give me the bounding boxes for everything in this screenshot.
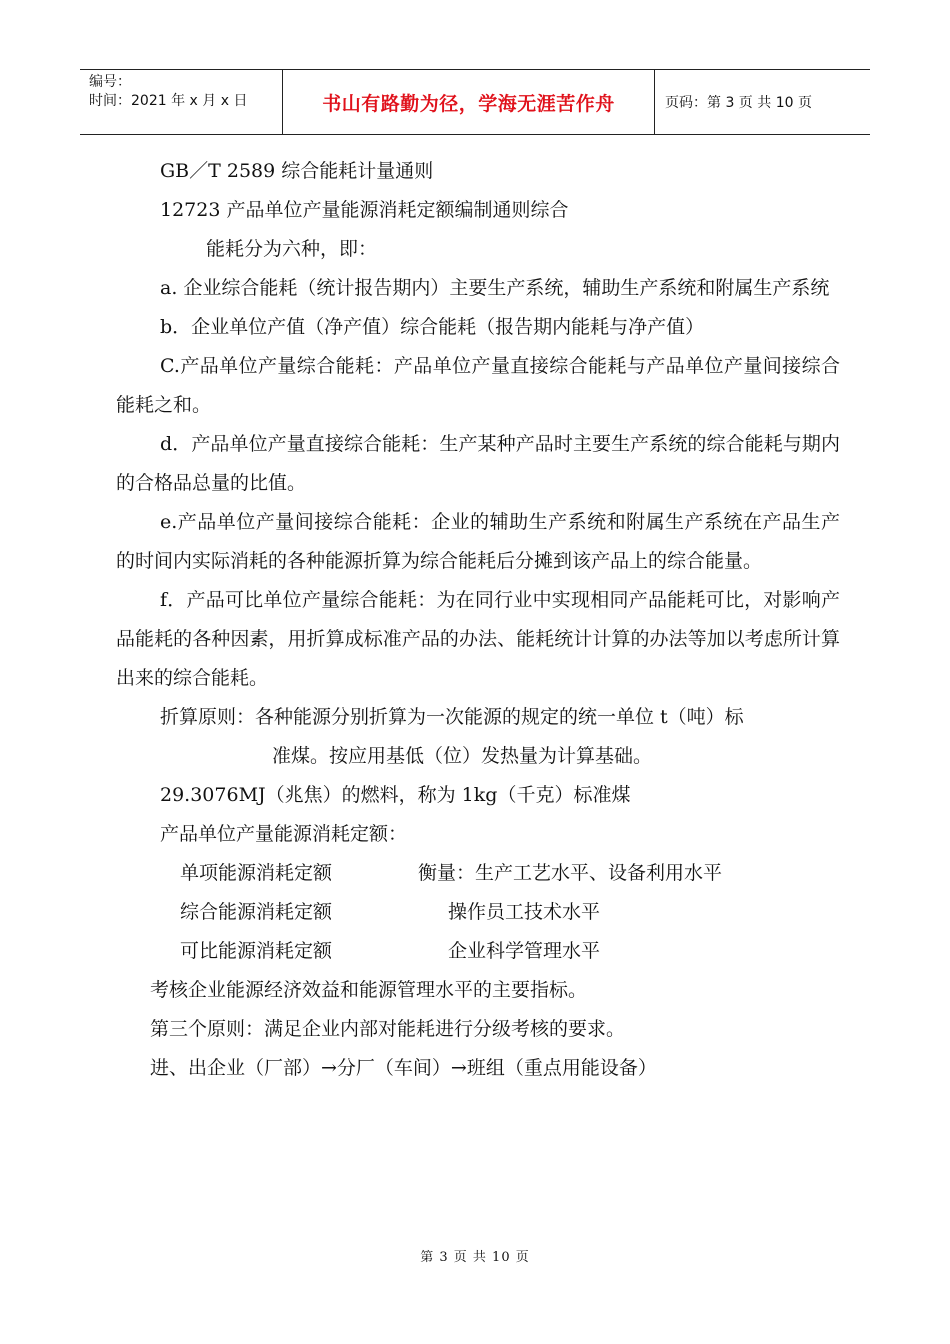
page-footer: 第 3 页 共 10 页 <box>420 1250 530 1265</box>
paragraph-f: f．产品可比单位产量综合能耗：为在同行业中实现相同产品能耗可比，对影响产品能耗的各种因素，用折算成标准产品的办法、能耗统计计算的办法等加以考虑所计算出来的综合能耗。 <box>116 589 840 689</box>
third-principle: 第三个原则：满足企业内部对能耗进行分级考核的要求。 <box>150 1018 626 1040</box>
standard-line-1: GB／T 2589 综合能耗计量通则 <box>160 160 434 182</box>
quota-row-2 <box>116 893 840 932</box>
paragraph-a: a. 企业综合能耗（统计报告期内）主要生产系统，辅助生产系统和附属生产系统 <box>160 277 830 299</box>
quota-title: 产品单位产量能源消耗定额： <box>160 823 408 845</box>
quota-row-2-name: 综合能源消耗定额 <box>180 901 333 923</box>
energy-types-intro: 能耗分为六种，即： <box>206 238 378 260</box>
paragraph-b: b．企业单位产值（净产值）综合能耗（报告期内能耗与净产值） <box>160 316 705 338</box>
conversion-principle-cont: 准煤。按应用基低（位）发热量为计算基础。 <box>272 745 653 767</box>
header-motto: 书山有路勤为径，学海无涯苦作舟 <box>283 70 655 134</box>
quota-row-2-measure: 操作员工技术水平 <box>448 901 601 923</box>
document-body <box>116 152 840 1088</box>
standard-line-2: 12723 产品单位产量能源消耗定额编制通则综合 <box>160 199 569 221</box>
quota-row-1 <box>116 854 840 893</box>
quota-row-1-measure: 衡量：生产工艺水平、设备利用水平 <box>418 862 723 884</box>
document-number-label: 编号： <box>89 74 131 90</box>
quota-row-3-name: 可比能源消耗定额 <box>180 940 333 962</box>
header-page-code: 页码：第 3 页 共 10 页 <box>665 95 812 111</box>
conversion-principle: 折算原则：各种能源分别折算为一次能源的规定的统一单位 t（吨）标 <box>160 706 744 728</box>
paragraph-c: C.产品单位产量综合能耗：产品单位产量直接综合能耗与产品单位产量间接综合能耗之和。 <box>116 355 840 416</box>
paragraph-d: d．产品单位产量直接综合能耗：生产某种产品时主要生产系统的综合能耗与期内的合格品总量的比值。 <box>116 433 840 494</box>
paragraph-e: e.产品单位产量间接综合能耗：企业的辅助生产系统和附属生产系统在产品生产的时间内实际消耗的各种能源折算为综合能耗后分摊到该产品上的综合能量。 <box>116 511 840 572</box>
assessment-indicator: 考核企业能源经济效益和能源管理水平的主要指标。 <box>150 979 588 1001</box>
quota-row-3 <box>116 932 840 971</box>
standard-coal-definition: 29.3076MJ（兆焦）的燃料，称为 1kg（千克）标准煤 <box>160 784 631 806</box>
document-header <box>80 69 870 135</box>
energy-flow-levels: 进、出企业（厂部）→分厂（车间）→班组（重点用能设备） <box>150 1057 657 1079</box>
document-time-label: 时间：2021 年 x 月 x 日 <box>89 93 248 109</box>
quota-row-1-name: 单项能源消耗定额 <box>180 862 333 884</box>
quota-row-3-measure: 企业科学管理水平 <box>448 940 601 962</box>
header-info-cell <box>80 70 283 134</box>
